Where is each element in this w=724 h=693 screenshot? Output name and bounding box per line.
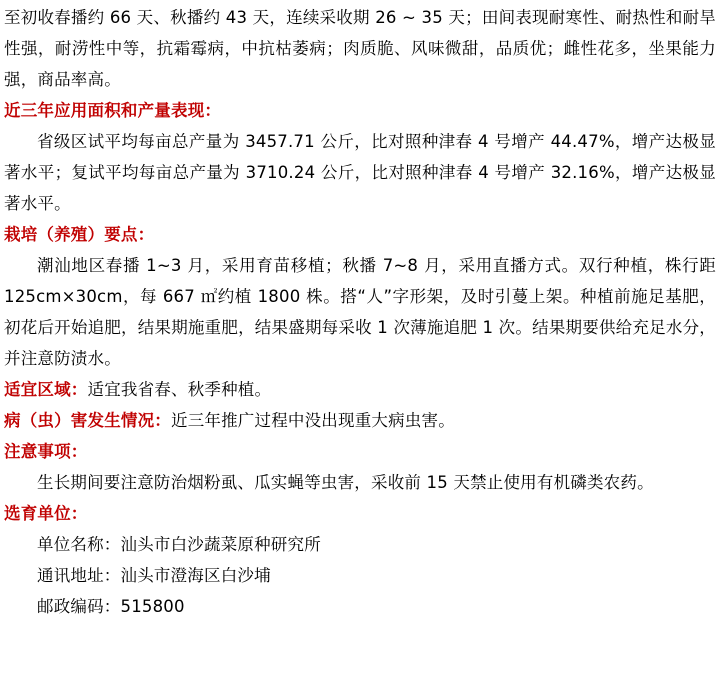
intro-paragraph: 至初收春播约 66 天、秋播约 43 天，连续采收期 26 ~ 35 天；田间表现耐寒性、耐热性和耐旱性强，耐涝性中等，抗霜霉病，中抗枯萎病；肉质脆、风味微甜，品质优；雌性花多，坐果能力强，商品率高。 bbox=[4, 8, 716, 89]
section-heading-cultivation: 栽培（养殖）要点： bbox=[4, 225, 155, 244]
section-heading-suitable-area: 适宜区域： bbox=[4, 380, 88, 399]
section-body-notes: 生长期间要注意防治烟粉虱、瓜实蝇等虫害，采收前 15 天禁止使用有机磷类农药。 bbox=[37, 473, 654, 492]
section-body-suitable-area: 适宜我省春、秋季种植。 bbox=[87, 380, 272, 399]
breeder-label-name: 单位名称： bbox=[37, 535, 121, 554]
section-heading-yield: 近三年应用面积和产量表现： bbox=[4, 101, 222, 120]
section-cultivation bbox=[4, 219, 716, 374]
section-body-cultivation: 潮汕地区春播 1~3 月，采用育苗移植；秋播 7~8 月，采用直播方式。双行种植，株行距 125cm×30cm，每 667 ㎡约植 1800 株。搭“人”字形架，及时引蔓上架。种植前施足基肥，初花后开始追肥，结果期施重肥，结果盛期每采收 1 次薄施追肥 1 次。结果期要供给充足水分，并注意防渍水。 bbox=[4, 256, 716, 368]
breeder-value-postcode: 515800 bbox=[120, 597, 185, 616]
section-heading-pest-status: 病（虫）害发生情况： bbox=[4, 411, 171, 430]
section-suitable-area bbox=[4, 374, 716, 405]
section-heading-breeder: 选育单位： bbox=[4, 504, 88, 523]
breeder-field-address bbox=[4, 560, 716, 591]
section-yield bbox=[4, 95, 716, 219]
section-pest-status bbox=[4, 405, 716, 436]
breeder-label-address: 通讯地址： bbox=[37, 566, 121, 585]
breeder-field-name bbox=[4, 529, 716, 560]
section-notes bbox=[4, 436, 716, 498]
section-heading-notes: 注意事项： bbox=[4, 442, 88, 461]
section-breeder bbox=[4, 498, 716, 622]
section-body-pest-status: 近三年推广过程中没出现重大病虫害。 bbox=[171, 411, 455, 430]
breeder-value-address: 汕头市澄海区白沙埔 bbox=[120, 566, 271, 585]
breeder-label-postcode: 邮政编码： bbox=[37, 597, 121, 616]
section-body-yield: 省级区试平均每亩总产量为 3457.71 公斤，比对照种津春 4 号增产 44.47%，增产达极显著水平；复试平均每亩总产量为 3710.24 公斤，比对照种津春 4 号增产 32.16%，增产达极显著水平。 bbox=[4, 132, 716, 213]
breeder-field-postcode bbox=[4, 591, 716, 622]
breeder-value-name: 汕头市白沙蔬菜原种研究所 bbox=[120, 535, 321, 554]
